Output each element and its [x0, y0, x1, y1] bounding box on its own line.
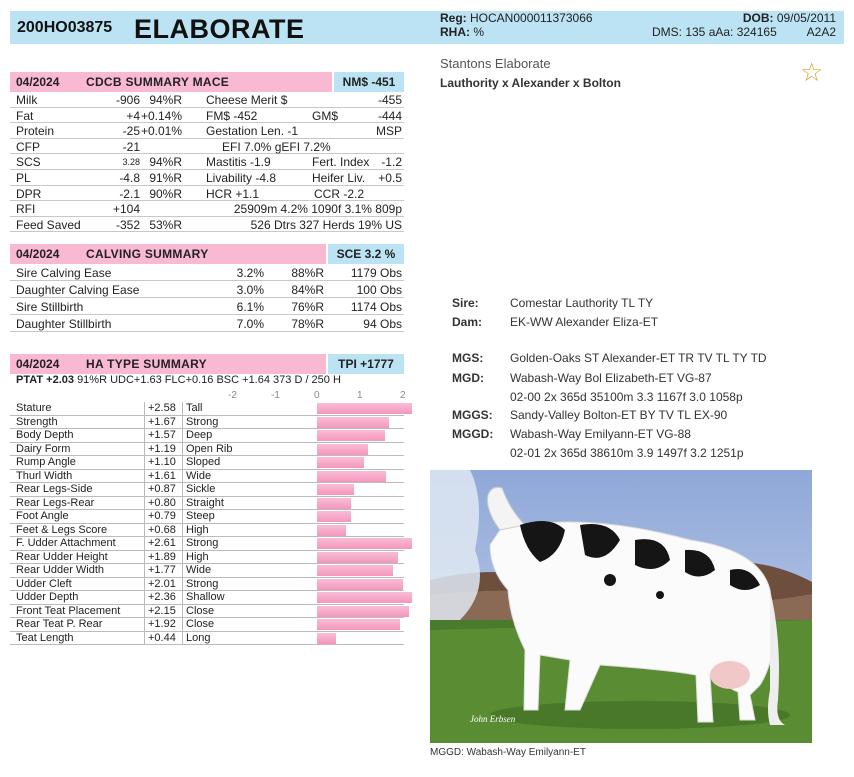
mace-value: -906	[115, 93, 140, 107]
type-row	[10, 429, 404, 443]
type-row	[10, 456, 404, 470]
nm-dollars: NM$ -451	[334, 72, 404, 92]
scale-tick-label: 2	[400, 390, 406, 401]
pedigree-mggd-rec: 02-01 2x 365d 38610m 3.9 1497f 3.2 1251p	[510, 446, 744, 460]
type-bar	[317, 498, 351, 509]
mace-rel: 94%R	[149, 155, 182, 170]
pedigree-label: MGS:	[452, 351, 484, 365]
type-value: +1.10	[148, 456, 176, 468]
type-value: +2.36	[148, 591, 176, 603]
type-trait: Thurl Width	[16, 469, 73, 482]
pedigree-label: Dam:	[452, 315, 483, 329]
type-trait: Strength	[16, 415, 58, 428]
type-row	[10, 591, 404, 605]
rha-line	[440, 25, 484, 39]
type-descriptor: Shallow	[186, 591, 225, 603]
type-row	[10, 524, 404, 538]
type-value: +1.92	[148, 618, 176, 630]
mace-row	[10, 123, 404, 139]
bull-name: ELABORATE	[134, 14, 305, 44]
type-bar	[317, 525, 346, 536]
ptat-label: PTAT	[16, 374, 44, 386]
type-value: +2.15	[148, 604, 176, 617]
dms-aaa: DMS: 135 aAa: 324165	[652, 25, 777, 39]
mace-value: -25	[122, 124, 140, 139]
type-row	[10, 483, 404, 497]
mace-trait: Milk	[16, 93, 38, 107]
scale-tick-label: -1	[271, 390, 280, 401]
mace-detail: Mastitis -1.9	[206, 155, 271, 170]
type-descriptor: Wide	[186, 564, 212, 576]
type-row	[10, 510, 404, 524]
pedigree-label: MGGS:	[452, 408, 493, 422]
type-bar	[317, 417, 389, 428]
rha-label: RHA:	[440, 25, 470, 39]
photo-caption: MGGD: Wabash-Way Emilyann-ET	[430, 747, 586, 758]
calving-pct: 3.2%	[236, 266, 264, 280]
scale-tick-label: 0	[314, 390, 320, 401]
type-value: +0.44	[148, 631, 176, 644]
type-bar	[317, 471, 386, 482]
pedigree-label: Sire:	[452, 296, 479, 310]
mace-value: 3.28	[122, 157, 140, 168]
rha-value: %	[473, 25, 485, 39]
type-row	[10, 551, 404, 565]
reg-line	[440, 11, 593, 25]
type-bar	[317, 457, 364, 468]
type-trait: Rear Legs-Side	[16, 483, 93, 495]
calving-trait: Daughter Calving Ease	[16, 283, 140, 297]
mace-rel: 94%R	[149, 93, 182, 107]
type-trait: Feet & Legs Score	[16, 523, 108, 536]
pedigree-mgs: Golden-Oaks ST Alexander-ET TR TV TL TY TD	[510, 351, 767, 365]
ptat-details: 91%R UDC+1.63 FLC+0.16 BSC +1.64 373 D / 250 H	[77, 374, 341, 386]
type-bar	[317, 552, 398, 563]
farm-name: Stantons Elaborate	[440, 56, 551, 71]
mace-value: -2.1	[119, 186, 140, 201]
type-row	[10, 578, 404, 592]
type-value: +2.01	[148, 577, 176, 590]
calving-pct: 7.0%	[236, 317, 264, 331]
type-bar	[317, 538, 412, 549]
type-trait: Teat Length	[16, 631, 74, 644]
type-trait: Rear Teat P. Rear	[16, 618, 103, 630]
calving-obs: 100 Obs	[356, 283, 402, 297]
type-bar	[317, 484, 354, 495]
calving-trait: Sire Calving Ease	[16, 266, 112, 280]
dob-label: DOB:	[742, 11, 774, 25]
mace-value-2: -455	[377, 93, 402, 107]
mace-detail: 25909m 4.2% 1090f 3.1% 809p	[233, 202, 402, 217]
calving-rel: 88%R	[291, 266, 324, 280]
mace-value-2: +0.5	[378, 171, 402, 185]
mace-detail-2: Fert. Index	[312, 155, 370, 170]
calving-obs: 1174 Obs	[350, 300, 402, 314]
short-pedigree: Lauthority x Alexander x Bolton	[440, 76, 621, 90]
cow-photo	[430, 470, 812, 743]
calving-title: CALVING SUMMARY	[86, 247, 209, 261]
mace-detail: Cheese Merit $	[206, 93, 288, 107]
calving-trait: Sire Stillbirth	[16, 300, 84, 314]
calving-obs: 1179 Obs	[350, 266, 402, 280]
type-trait: Body Depth	[16, 429, 74, 441]
type-descriptor: Close	[186, 604, 215, 617]
calving-row	[10, 315, 404, 332]
mace-row	[10, 108, 404, 124]
mace-row	[10, 217, 404, 233]
mace-rel: 53%R	[149, 217, 182, 232]
mace-rel: 91%R	[149, 171, 182, 185]
calving-rel: 76%R	[291, 300, 324, 314]
reg-label: Reg:	[440, 11, 467, 25]
calving-date: 04/2024	[16, 247, 60, 261]
type-row	[10, 416, 404, 430]
type-bar	[317, 565, 393, 576]
pedigree-mgd: Wabash-Way Bol Elizabeth-ET VG-87	[510, 371, 712, 385]
type-row	[10, 618, 404, 632]
mace-value: +104	[112, 202, 140, 217]
cow-photo-illustration	[430, 470, 812, 743]
pedigree-mggd: Wabash-Way Emilyann-ET VG-88	[510, 427, 691, 441]
pedigree-dam: EK-WW Alexander Eliza-ET	[510, 315, 659, 329]
mace-trait: Protein	[16, 124, 55, 139]
type-value: +1.19	[148, 442, 176, 455]
mace-row	[10, 186, 404, 202]
type-value: +1.57	[148, 429, 176, 441]
mace-trait: PL	[16, 171, 31, 185]
pedigree-mgd-rec: 02-00 2x 365d 35100m 3.3 1167f 3.0 1058p	[510, 390, 743, 404]
type-descriptor: Tall	[186, 402, 203, 414]
star-outline-icon[interactable]: ☆	[800, 57, 824, 87]
type-trait: Rear Udder Width	[16, 564, 105, 576]
type-descriptor: Strong	[186, 577, 219, 590]
mace-row	[10, 170, 404, 186]
type-trait: Rump Angle	[16, 456, 76, 468]
mace-trait: DPR	[16, 186, 42, 201]
mace-value: -21	[122, 139, 140, 154]
pedigree-mggs: Sandy-Valley Bolton-ET BY TV TL EX-90	[510, 408, 728, 422]
mace-date: 04/2024	[16, 75, 60, 89]
mace-detail: FM$ -452	[206, 108, 258, 123]
type-value: +2.58	[148, 402, 176, 414]
mace-detail: EFI 7.0% gEFI 7.2%	[222, 139, 331, 154]
type-trait: F. Udder Attachment	[16, 537, 116, 549]
mace-trait: Feed Saved	[16, 217, 81, 232]
ptat-value: +2.03	[46, 374, 74, 386]
type-descriptor: High	[186, 550, 209, 563]
type-descriptor: Sloped	[186, 456, 221, 468]
mace-detail: Gestation Len. -1	[206, 124, 299, 139]
tpi-value: TPI +1777	[328, 354, 404, 374]
type-trait: Rear Udder Height	[16, 550, 108, 563]
pedigree-label: MGGD:	[452, 427, 494, 441]
scale-tick-label: 1	[357, 390, 363, 401]
mace-title: CDCB SUMMARY MACE	[86, 75, 230, 89]
type-value: +0.79	[148, 510, 176, 522]
type-trait: Udder Depth	[16, 591, 79, 603]
calving-pct: 3.0%	[236, 283, 264, 297]
type-row	[10, 470, 404, 484]
type-descriptor: Open Rib	[186, 442, 233, 455]
type-trait: Rear Legs-Rear	[16, 496, 95, 509]
type-date: 04/2024	[16, 357, 60, 371]
type-descriptor: Strong	[186, 415, 219, 428]
mace-value: -4.8	[119, 171, 140, 185]
calving-row	[10, 264, 404, 281]
mace-rel: +0.01%	[140, 124, 182, 139]
dob-value: 09/05/2011	[776, 11, 836, 25]
type-value: +1.77	[148, 564, 176, 576]
pedigree-sire: Comestar Lauthority TL TY	[510, 296, 654, 310]
type-trait: Dairy Form	[16, 442, 71, 455]
mace-detail-2: CCR -2.2	[314, 186, 365, 201]
scale-tick-label: -2	[228, 390, 237, 401]
mace-header	[10, 72, 404, 92]
type-row	[10, 443, 404, 457]
type-trait: Foot Angle	[16, 510, 69, 522]
type-bar	[317, 606, 409, 617]
type-row	[10, 605, 404, 619]
type-title: HA TYPE SUMMARY	[86, 357, 207, 371]
type-trait: Stature	[16, 402, 52, 414]
type-descriptor: Steep	[186, 510, 215, 522]
type-value: +0.68	[148, 523, 176, 536]
type-descriptor: Straight	[186, 496, 224, 509]
mace-value-2: -1.2	[381, 155, 402, 170]
type-row	[10, 537, 404, 551]
type-value: +1.67	[148, 415, 176, 428]
mace-detail: 526 Dtrs 327 Herds 19% US	[250, 217, 402, 232]
calving-trait: Daughter Stillbirth	[16, 317, 112, 331]
type-descriptor: Wide	[186, 469, 212, 482]
mace-row	[10, 92, 404, 108]
sce-value: SCE 3.2 %	[328, 244, 404, 264]
type-bar	[317, 403, 412, 414]
mace-rel: 90%R	[149, 186, 182, 201]
type-row	[10, 497, 404, 511]
type-bar	[317, 511, 351, 522]
type-descriptor: Sickle	[186, 483, 216, 495]
mace-value: -352	[115, 217, 140, 232]
type-descriptor: Strong	[186, 537, 219, 549]
mace-value-2: MSP	[375, 124, 402, 139]
calving-row	[10, 281, 404, 298]
type-value: +1.61	[148, 469, 176, 482]
type-value: +1.89	[148, 550, 176, 563]
calving-pct: 6.1%	[236, 300, 264, 314]
type-value: +0.87	[148, 483, 176, 495]
mace-trait: RFI	[16, 202, 36, 217]
type-row	[10, 632, 404, 646]
calving-rel: 84%R	[291, 283, 324, 297]
type-bar	[317, 633, 336, 644]
calving-obs: 94 Obs	[363, 317, 402, 331]
type-value: +2.61	[148, 537, 176, 549]
type-bar	[317, 619, 400, 630]
type-trait: Front Teat Placement	[16, 604, 121, 617]
type-header	[10, 354, 404, 374]
type-bar	[317, 430, 385, 441]
mace-row	[10, 139, 404, 155]
calving-row	[10, 298, 404, 315]
type-row	[10, 402, 404, 416]
ptat-line	[16, 374, 341, 386]
pedigree-label: MGD:	[452, 371, 484, 385]
type-descriptor: High	[186, 523, 209, 536]
a2-status: A2A2	[806, 25, 836, 39]
type-trait: Udder Cleft	[16, 577, 72, 590]
mace-trait: SCS	[16, 155, 41, 170]
mace-detail: HCR +1.1	[206, 186, 260, 201]
mace-detail-2: Heifer Liv.	[312, 171, 366, 185]
type-bar	[317, 444, 368, 455]
mace-row	[10, 201, 404, 217]
mace-trait: CFP	[16, 139, 40, 154]
bull-code: 200HO03875	[17, 19, 113, 36]
mace-detail: Livability -4.8	[206, 171, 277, 185]
type-row	[10, 564, 404, 578]
mace-rel: +0.14%	[140, 108, 182, 123]
mace-value: +4	[126, 108, 140, 123]
reg-value: HOCAN000011373066	[470, 11, 593, 25]
calving-header	[10, 244, 404, 264]
type-bar	[317, 592, 412, 603]
type-value: +0.80	[148, 496, 176, 509]
type-descriptor: Deep	[186, 429, 213, 441]
type-descriptor: Close	[186, 618, 215, 630]
dob-line	[743, 11, 836, 25]
mace-trait: Fat	[16, 108, 34, 123]
mace-row	[10, 154, 404, 170]
type-bar	[317, 579, 403, 590]
mace-detail-2: GM$	[312, 108, 339, 123]
calving-rel: 78%R	[291, 317, 324, 331]
type-descriptor: Long	[186, 631, 211, 644]
photo-credit: John Erbsen	[470, 714, 516, 724]
mace-value-2: -444	[377, 108, 402, 123]
